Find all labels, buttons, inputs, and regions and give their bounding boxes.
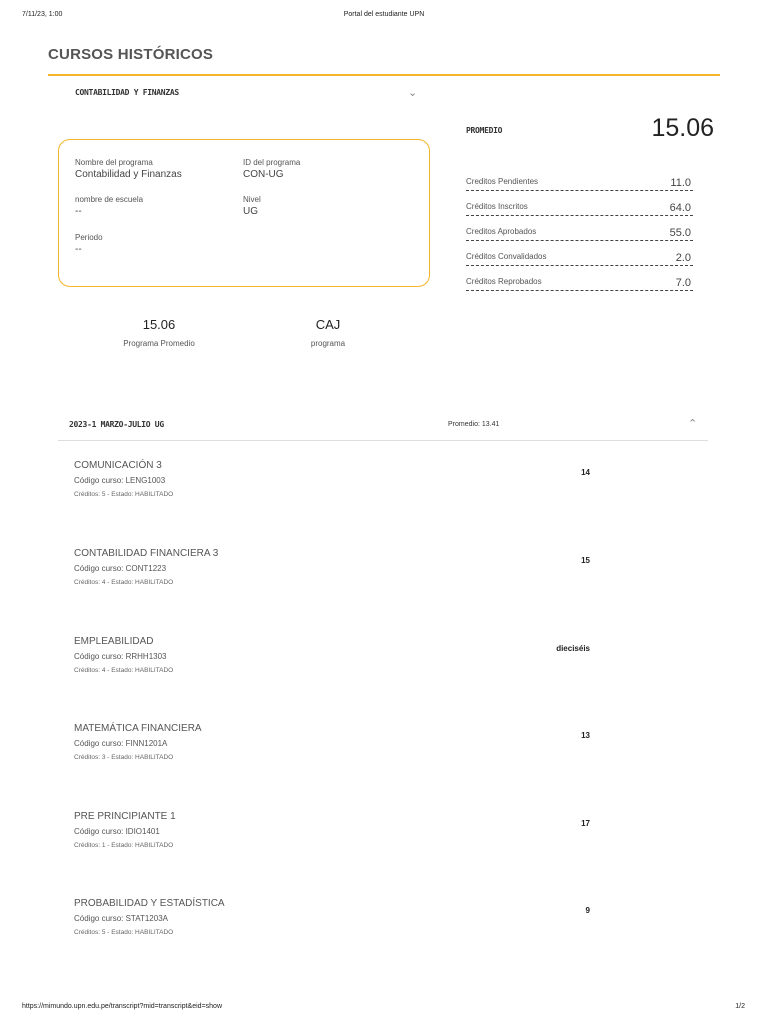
- credit-row-reprobados: [466, 266, 693, 291]
- term-divider: [58, 440, 708, 441]
- course-code: Código curso: LENG1003: [74, 476, 166, 485]
- course-meta: Créditos: 4 - Estado: HABILITADO: [74, 579, 174, 586]
- chevron-up-icon[interactable]: ⌃: [688, 418, 698, 430]
- period-value: --: [75, 244, 82, 255]
- course-name: MATEMÁTICA FINANCIERA: [74, 723, 202, 734]
- credit-value: 11.0: [670, 177, 691, 189]
- credit-value: 64.0: [669, 202, 691, 214]
- course-name: CONTABILIDAD FINANCIERA 3: [74, 548, 219, 559]
- credit-row-aprobados: [466, 216, 693, 241]
- credit-label: Creditos Pendientes: [466, 177, 539, 186]
- program-average-value: 15.06: [142, 317, 176, 332]
- course-item: [74, 460, 594, 498]
- credit-label: Créditos Inscritos: [466, 202, 528, 211]
- term-average: Promedio: 13.41: [448, 421, 500, 428]
- course-grade: 13: [581, 731, 590, 740]
- promedio-value: 15.06: [651, 114, 714, 142]
- credit-value: 2.0: [675, 252, 691, 264]
- course-meta: Créditos: 4 - Estado: HABILITADO: [74, 667, 174, 674]
- chevron-down-icon[interactable]: ⌄: [408, 87, 418, 99]
- print-datetime: 7/11/23, 1:00: [22, 11, 63, 18]
- course-item: [74, 636, 594, 674]
- course-name: PRE PRINCIPIANTE 1: [74, 811, 176, 822]
- program-name-label: Nombre del programa: [75, 158, 153, 167]
- course-item: [74, 898, 594, 936]
- course-name: EMPLEABILIDAD: [74, 636, 154, 647]
- credit-row-pendientes: [466, 166, 693, 191]
- program-name-value: Contabilidad y Finanzas: [75, 169, 182, 180]
- program-id-field: [243, 158, 300, 180]
- credit-label: Créditos Convalidados: [466, 252, 547, 261]
- course-grade: dieciséis: [556, 644, 590, 653]
- course-code: Código curso: FINN1201A: [74, 739, 168, 748]
- credit-value: 55.0: [669, 227, 691, 239]
- school-label: nombre de escuela: [75, 195, 144, 204]
- course-item: [74, 811, 594, 849]
- course-item: [74, 548, 594, 586]
- print-page-title: Portal del estudiante UPN: [343, 11, 425, 18]
- course-code: Código curso: CONT1223: [74, 564, 167, 573]
- course-name: COMUNICACIÓN 3: [74, 460, 162, 471]
- period-label: Periodo: [75, 233, 103, 242]
- course-code: Código curso: RRHH1303: [74, 652, 167, 661]
- program-id-label: ID del programa: [243, 158, 301, 167]
- level-field: [243, 195, 261, 217]
- course-item: [74, 723, 594, 761]
- program-info-card: [58, 139, 430, 287]
- school-field: [75, 195, 143, 217]
- program-accordion-header[interactable]: CONTABILIDAD Y FINANZAS: [75, 88, 179, 97]
- page-title: CURSOS HISTÓRICOS: [48, 46, 214, 63]
- school-value: --: [75, 206, 82, 217]
- course-grade: 17: [581, 819, 590, 828]
- program-code-value: CAJ: [315, 317, 341, 332]
- course-name: PROBABILIDAD Y ESTADÍSTICA: [74, 898, 225, 909]
- program-id-value: CON-UG: [243, 169, 284, 180]
- level-value: UG: [243, 206, 258, 217]
- level-label: Nivel: [243, 195, 261, 204]
- course-meta: Créditos: 3 - Estado: HABILITADO: [74, 754, 174, 761]
- credit-label: Créditos Reprobados: [466, 277, 542, 286]
- credit-label: Creditos Aprobados: [466, 227, 537, 236]
- term-accordion-header[interactable]: 2023-1 MARZO-JULIO UG: [69, 420, 164, 429]
- course-grade: 14: [581, 468, 590, 477]
- title-divider: [48, 74, 720, 76]
- course-meta: Créditos: 5 - Estado: HABILITADO: [74, 929, 174, 936]
- promedio-label: PROMEDIO: [466, 126, 503, 135]
- program-code-summary: [248, 317, 408, 348]
- program-code-label: programa: [310, 339, 346, 348]
- program-name-field: [75, 158, 182, 180]
- credit-row-inscritos: [466, 191, 693, 216]
- credit-value: 7.0: [675, 277, 691, 289]
- course-code: Código curso: IDIO1401: [74, 827, 160, 836]
- course-grade: 15: [581, 556, 590, 565]
- credit-row-convalidados: [466, 241, 693, 266]
- course-grade: 9: [585, 906, 590, 915]
- print-url: https://mimundo.upn.edu.pe/transcript?mid=transcript&eid=show: [22, 1003, 222, 1010]
- course-code: Código curso: STAT1203A: [74, 914, 168, 923]
- course-meta: Créditos: 5 - Estado: HABILITADO: [74, 491, 174, 498]
- print-page-number: 1/2: [735, 1003, 745, 1010]
- program-average-summary: [79, 317, 239, 348]
- course-meta: Créditos: 1 - Estado: HABILITADO: [74, 842, 174, 849]
- credits-list: [466, 166, 693, 291]
- period-field: [75, 233, 103, 255]
- program-average-label: Programa Promedio: [123, 339, 195, 348]
